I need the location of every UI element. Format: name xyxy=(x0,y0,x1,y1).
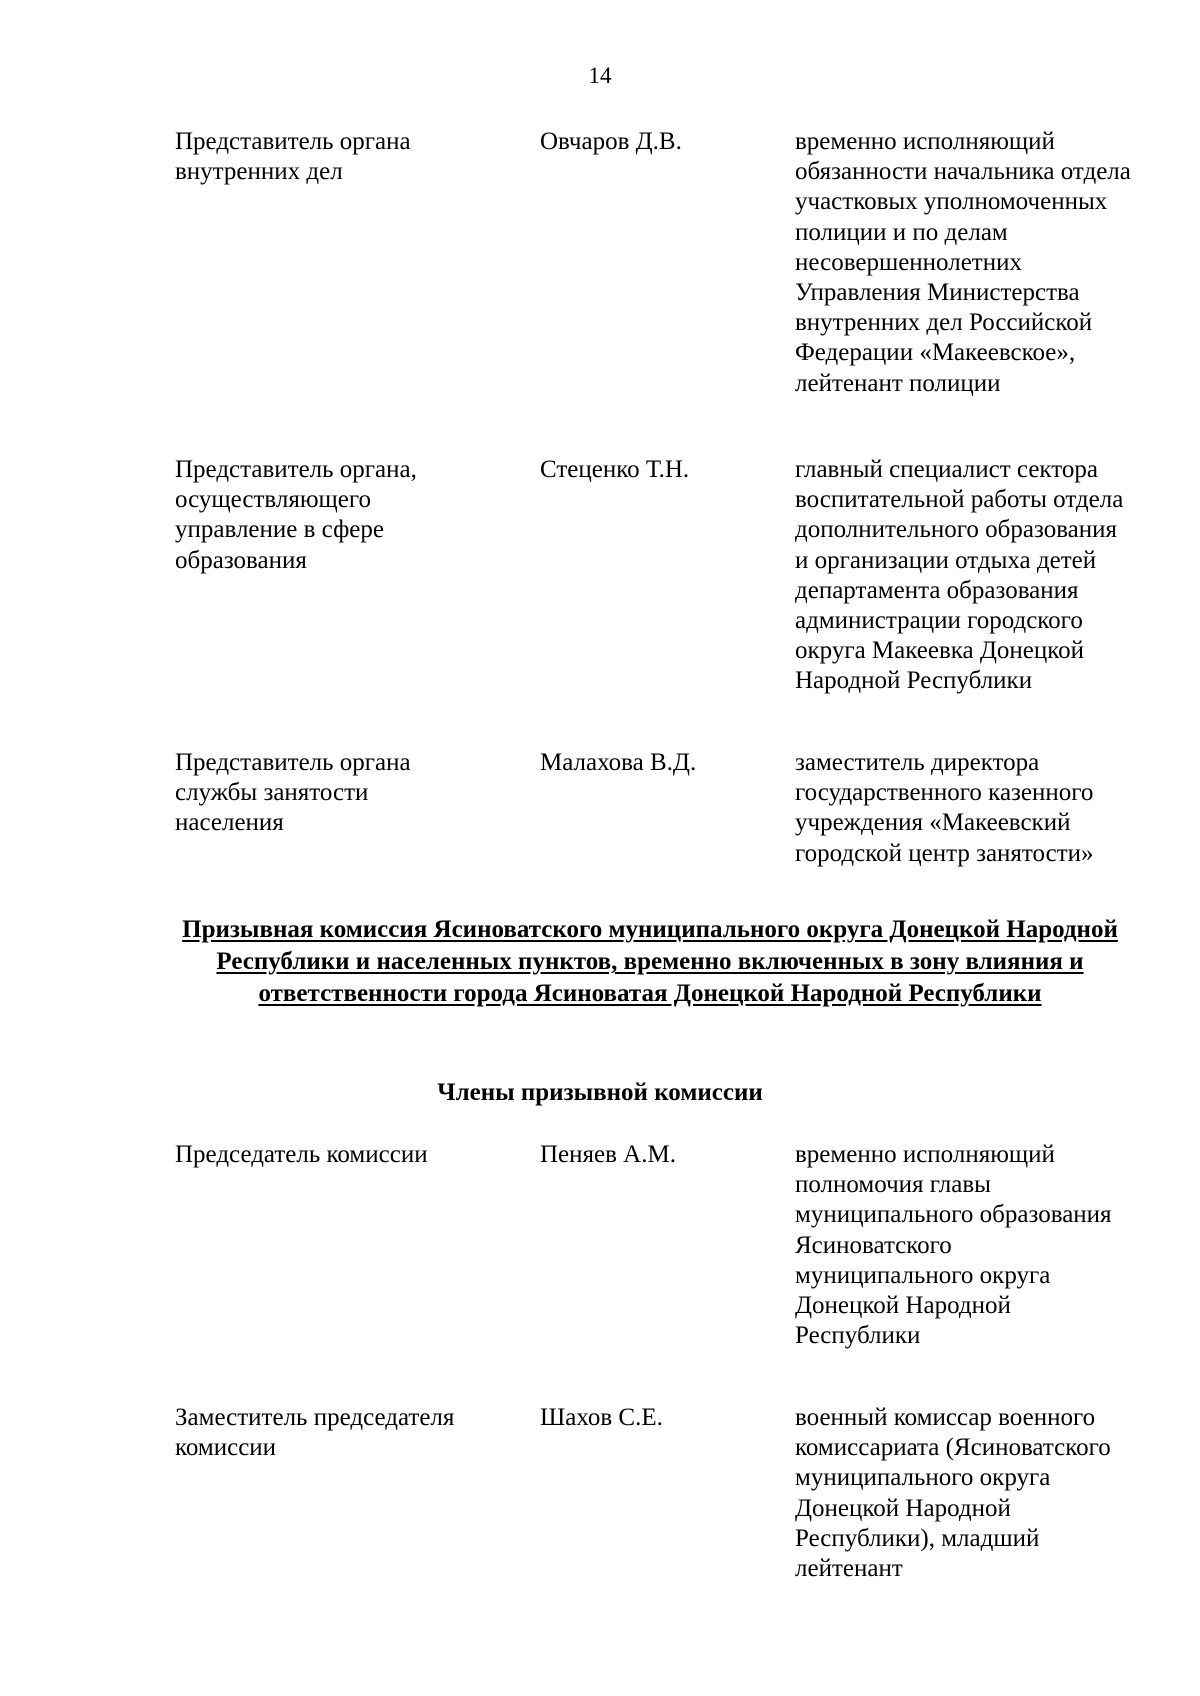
member-name: Пеняев А.М. xyxy=(540,1141,676,1168)
member-name: Малахова В.Д. xyxy=(540,749,697,776)
member-role: Представитель органа службы занятости населения xyxy=(175,749,411,837)
member-role: Представитель органа, осуществляющего управление в сфере образования xyxy=(175,456,417,574)
member-description: заместитель директора государственного казенного учреждения «Макеевский городской центр занятости» xyxy=(795,749,1094,867)
member-description: военный комиссар военного комиссариата (Ясиноватского муниципального округа Донецкой Народной Республики), младший лейтенант xyxy=(795,1404,1111,1583)
member-role: Заместитель председателя комиссии xyxy=(175,1404,455,1462)
member-name: Шахов С.Е. xyxy=(540,1404,663,1431)
member-description: временно исполняющий обязанности начальника отдела участковых уполномоченных полиции и по делам несовершеннолетних Управления Министерства внутренних дел Российской Федерации «Макеевское», лейтенант полиции xyxy=(795,128,1131,397)
member-name: Стеценко Т.Н. xyxy=(540,456,690,483)
section-title: Призывная комиссия Ясиноватского муниципального округа Донецкой Народной Республики и населенных пунктов, временно включенных в зону влияния и ответственности города Ясиноватая Донецкой Народной Республики xyxy=(182,916,1118,1007)
member-description: главный специалист сектора воспитательной работы отдела дополнительного образования и организации отдыха детей департамента образования администрации городского округа Макеевка Донецкой Народной Республики xyxy=(795,456,1124,695)
member-role: Председатель комиссии xyxy=(175,1141,428,1168)
page-number: 14 xyxy=(588,63,612,88)
member-role: Представитель органа внутренних дел xyxy=(175,128,411,186)
member-name: Овчаров Д.В. xyxy=(540,128,682,155)
member-description: временно исполняющий полномочия главы муниципального образования Ясиноватского муниципального округа Донецкой Народной Республики xyxy=(795,1141,1112,1350)
subsection-title: Члены призывной комиссии xyxy=(437,1079,763,1106)
